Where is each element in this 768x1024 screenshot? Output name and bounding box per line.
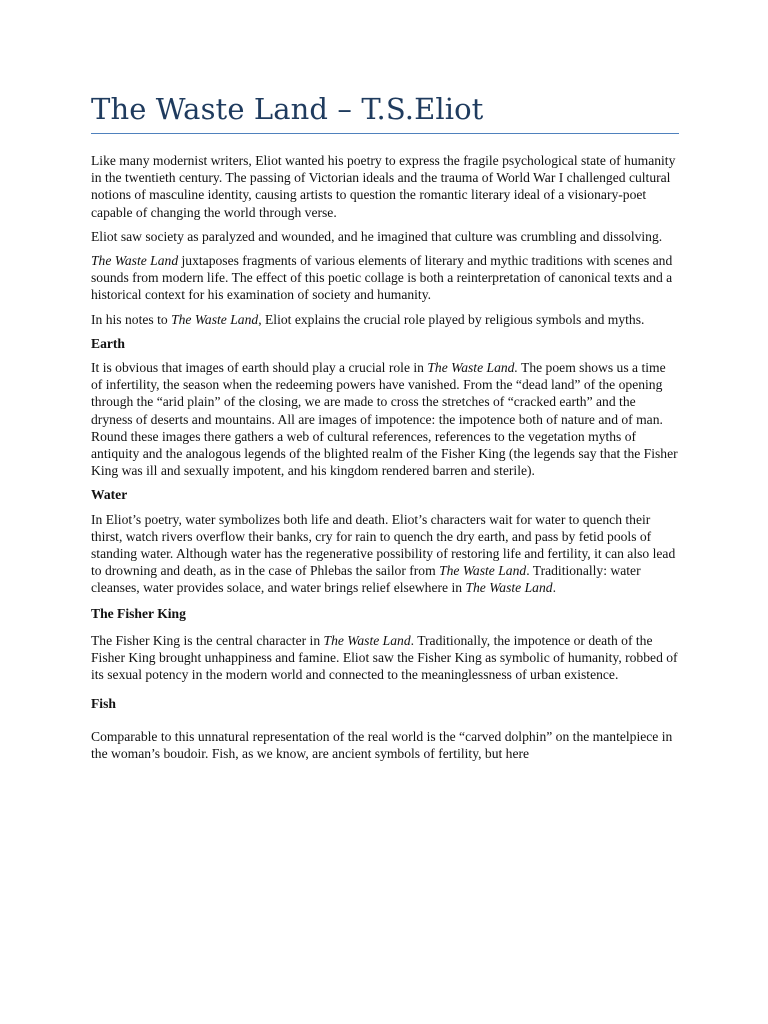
page-title: The Waste Land – T.S.Eliot [91, 92, 484, 126]
italic-title: The Waste Land [171, 311, 259, 327]
paragraph-text: The Fisher King is the central character in [91, 632, 324, 648]
intro-paragraph-4 [91, 311, 679, 328]
section-heading-water: Water [91, 487, 128, 503]
italic-title: The Waste Land [439, 563, 527, 579]
paragraph-text: . Traditionally: water cleanses, water provides solace, and water brings relief elsewhere in [91, 563, 641, 596]
paragraph-text: . Traditionally, the impotence or death of the Fisher King brought unhappiness and famine. Eliot saw the Fisher King as symbolic of humanity, robbed of its sexual potency in the modern world and connected to the meaninglessness of urban existence. [91, 632, 678, 683]
paragraph-text: , Eliot explains the crucial role played by religious symbols and myths. [258, 311, 645, 327]
paragraph-text: . [552, 580, 556, 596]
section-heading-fish: Fish [91, 696, 116, 712]
intro-paragraph-1: Like many modernist writers, Eliot wanted his poetry to express the fragile psychological state of humanity in the twentieth century. The passing of Victorian ideals and the trauma of World War I challenged cultural notions of masculine identity, causing artists to question the romantic literary ideal of a visionary-poet capable of changing the world through verse. [91, 153, 676, 220]
title-underline [91, 133, 679, 134]
fish-paragraph: Comparable to this unnatural representation of the real world is the “carved dolphin” on the mantelpiece in the woman’s boudoir. Fish, as we know, are ancient symbols of fertility, but here [91, 728, 673, 761]
paragraph-text: The poem shows us a time of infertility, the season when the redeeming powers have vanished. From the “dead land” of the opening through the “arid plain” of the closing, we are made to cross the stretches of “cracked earth” and the dryness of deserts and mountains. All are images of impotence: the impotence both of nature and of man. Round these images there gathers a web of cultural references, references to the vegetation myths of antiquity and the analogous legends of the blighted realm of the Fisher King (the legends say that the Fisher King was ill and sexually impotent, and his kingdom rendered barren and sterile). [91, 360, 678, 479]
intro-paragraph-2: Eliot saw society as paralyzed and wounded, and he imagined that culture was crumbling and dissolving. [91, 228, 663, 244]
italic-title: The Waste Land [323, 632, 411, 648]
water-paragraph [91, 511, 679, 597]
paragraph-text: It is obvious that images of earth should play a crucial role in [91, 360, 428, 376]
intro-paragraph-3 [91, 252, 679, 304]
fisher-king-paragraph [91, 632, 679, 684]
paragraph-text: In Eliot’s poetry, water symbolizes both life and death. Eliot’s characters wait for water to quench their thirst, watch rivers overflow their banks, cry for rain to quench the dry earth, and pass by fetid pools of standing water. Although water has the regenerative possibility of restoring life and fertility, it can also lead to drowning and death, as in the case of Phlebas the sailor from [91, 511, 676, 579]
earth-paragraph [91, 359, 679, 479]
document-page [91, 88, 679, 769]
italic-title: The Waste Land [465, 580, 553, 596]
italic-title: The Waste Land. [427, 360, 518, 376]
section-heading-fisher-king: The Fisher King [91, 605, 186, 621]
paragraph-text: juxtaposes fragments of various elements of literary and mythic traditions with scenes and sounds from modern life. The effect of this poetic collage is both a reinterpretation of canonical texts and a historical context for his examination of society and humanity. [91, 253, 673, 303]
italic-title: The Waste Land [91, 253, 179, 269]
section-heading-earth: Earth [91, 335, 125, 351]
paragraph-text: In his notes to [91, 311, 172, 327]
